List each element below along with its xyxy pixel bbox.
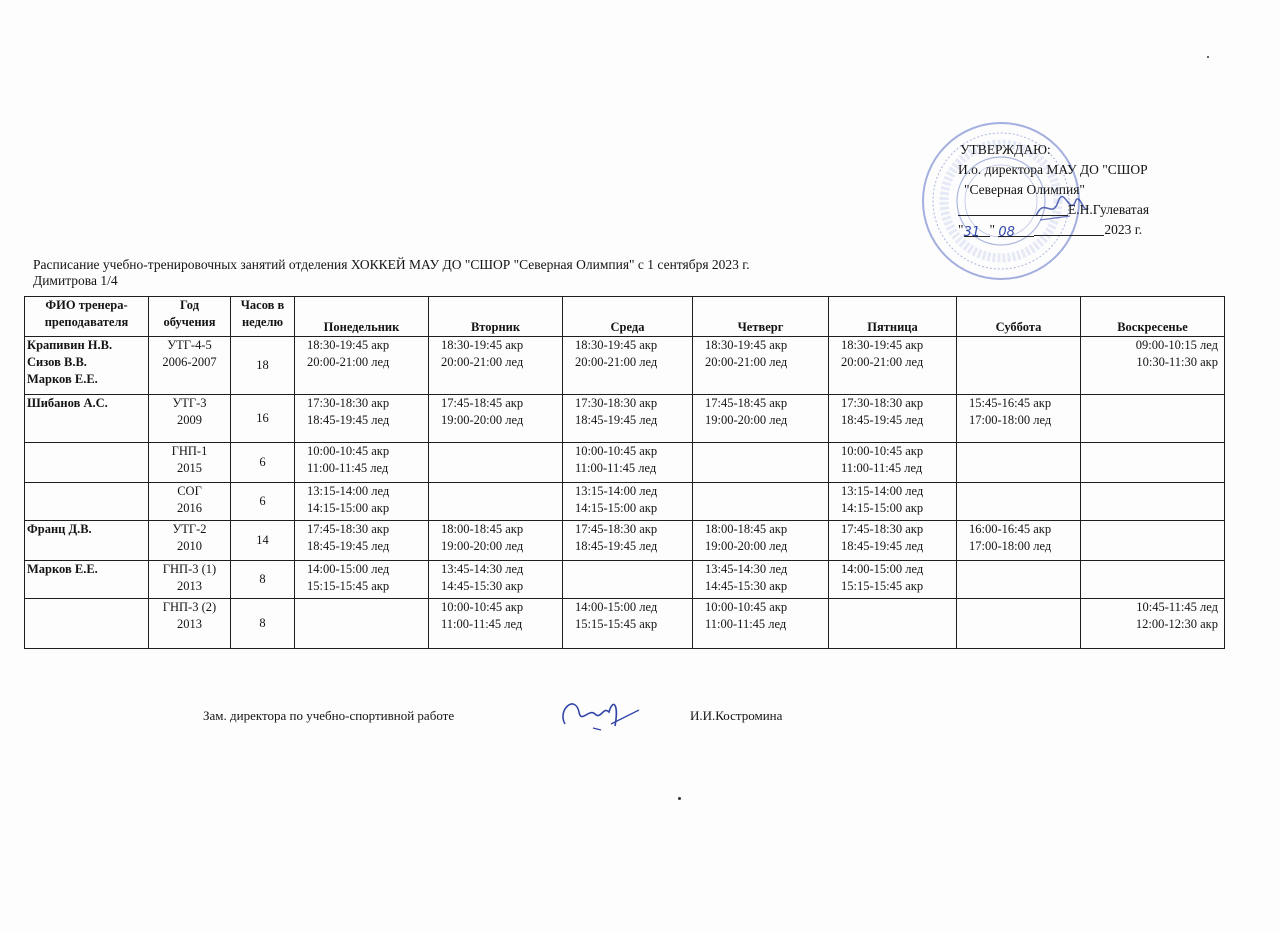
cell-group: ГНП-3 (1) 2013 — [149, 561, 231, 599]
cell-group: ГНП-1 2015 — [149, 443, 231, 483]
cell-monday — [295, 395, 429, 443]
cell-tuesday — [429, 599, 563, 649]
director-name: Е.Н.Гулеватая — [1068, 202, 1150, 217]
scan-speck — [1207, 56, 1209, 58]
table-row — [25, 483, 1225, 521]
cell-saturday — [957, 599, 1081, 649]
time-slot: 11:00-11:45 лед — [307, 461, 389, 475]
time-slot: 20:00-21:00 лед — [841, 355, 924, 369]
time-slot: 20:00-21:00 лед — [575, 355, 658, 369]
cell-coach: Марков Е.Е. — [25, 561, 149, 599]
cell-tuesday — [429, 395, 563, 443]
time-slot: 15:15-15:45 акр — [841, 579, 924, 593]
cell-friday — [829, 599, 957, 649]
cell-coach — [25, 599, 149, 649]
approval-organization: "Северная Олимпия" — [964, 182, 1085, 197]
cell-tuesday — [429, 561, 563, 599]
time-slot: 14:15-15:00 акр — [841, 501, 924, 515]
cell-sunday — [1081, 483, 1225, 521]
header-wednesday: Среда — [563, 297, 693, 337]
cell-friday — [829, 521, 957, 561]
time-slot: 19:00-20:00 лед — [705, 539, 788, 553]
cell-tuesday — [429, 521, 563, 561]
time-slot: 09:00-10:15 лед — [1135, 338, 1218, 352]
schedule-title: Расписание учебно-тренировочных занятий отделения ХОККЕЙ МАУ ДО "СШОР "Северная Олимпия" с 1 сентября 2023 г. — [33, 257, 750, 272]
time-slot: 13:15-14:00 лед — [841, 484, 924, 498]
time-slot: 17:45-18:30 акр — [841, 522, 924, 536]
cell-group: УТГ-4-5 2006-2007 — [149, 337, 231, 395]
time-slot: 10:00-10:45 акр — [575, 444, 658, 458]
cell-hours: 16 — [231, 395, 295, 443]
cell-hours: 14 — [231, 521, 295, 561]
time-slot: 15:45-16:45 акр — [969, 396, 1052, 410]
cell-hours: 8 — [231, 561, 295, 599]
cell-sunday — [1081, 599, 1225, 649]
time-slot: 18:30-19:45 акр — [441, 338, 524, 352]
time-slot: 10:00-10:45 акр — [307, 444, 390, 458]
cell-wednesday — [563, 599, 693, 649]
cell-friday — [829, 483, 957, 521]
time-slot: 16:00-16:45 акр — [969, 522, 1052, 536]
cell-coach: Франц Д.В. — [25, 521, 149, 561]
header-saturday: Суббота — [957, 297, 1081, 337]
time-slot: 19:00-20:00 лед — [441, 539, 524, 553]
schedule-location: Димитрова 1/4 — [33, 273, 118, 288]
time-slot: 14:15-15:00 акр — [575, 501, 658, 515]
cell-thursday — [693, 561, 829, 599]
header-thursday: Четверг — [693, 297, 829, 337]
cell-sunday — [1081, 561, 1225, 599]
approval-signature-line — [958, 200, 1149, 220]
cell-monday — [295, 561, 429, 599]
cell-wednesday — [563, 483, 693, 521]
time-slot: 20:00-21:00 лед — [705, 355, 788, 369]
header-sunday: Воскресенье — [1081, 297, 1225, 337]
header-hours: Часов в неделю — [231, 297, 295, 337]
time-slot: 11:00-11:45 лед — [441, 617, 523, 631]
cell-thursday — [693, 599, 829, 649]
table-row — [25, 599, 1225, 649]
cell-monday — [295, 483, 429, 521]
cell-tuesday — [429, 337, 563, 395]
table-row — [25, 337, 1225, 395]
header-year: Год обучения — [149, 297, 231, 337]
time-slot: 18:30-19:45 акр — [841, 338, 924, 352]
cell-hours: 8 — [231, 599, 295, 649]
time-slot: 12:00-12:30 акр — [1135, 617, 1218, 631]
cell-thursday — [693, 337, 829, 395]
time-slot: 18:45-19:45 лед — [307, 413, 390, 427]
cell-monday — [295, 599, 429, 649]
cell-sunday — [1081, 395, 1225, 443]
approval-day: 31 — [963, 225, 981, 240]
cell-monday — [295, 337, 429, 395]
time-slot: 13:15-14:00 лед — [575, 484, 658, 498]
time-slot: 18:45-19:45 лед — [841, 413, 924, 427]
cell-saturday — [957, 395, 1081, 443]
time-slot: 18:30-19:45 акр — [307, 338, 390, 352]
time-slot: 17:30-18:30 акр — [841, 396, 924, 410]
cell-group: ГНП-3 (2) 2013 — [149, 599, 231, 649]
approval-position: И.о. директора МАУ ДО "СШОР — [958, 162, 1148, 177]
cell-saturday — [957, 337, 1081, 395]
time-slot: 18:30-19:45 акр — [575, 338, 658, 352]
schedule-table — [24, 296, 1225, 649]
time-slot: 18:45-19:45 лед — [841, 539, 924, 553]
cell-coach: Шибанов А.С. — [25, 395, 149, 443]
cell-sunday — [1081, 521, 1225, 561]
schedule-body — [25, 337, 1225, 649]
approval-date-line: "31 " 08 2023 г. — [958, 222, 1143, 240]
cell-monday — [295, 443, 429, 483]
header-monday: Понедельник — [295, 297, 429, 337]
cell-coach — [25, 483, 149, 521]
cell-tuesday — [429, 483, 563, 521]
cell-wednesday — [563, 521, 693, 561]
time-slot: 14:00-15:00 лед — [841, 562, 924, 576]
time-slot: 17:45-18:30 акр — [307, 522, 390, 536]
time-slot: 10:00-10:45 акр — [705, 600, 788, 614]
time-slot: 17:45-18:30 акр — [575, 522, 658, 536]
time-slot: 19:00-20:00 лед — [441, 413, 524, 427]
cell-hours: 18 — [231, 337, 295, 395]
cell-friday — [829, 395, 957, 443]
cell-thursday — [693, 395, 829, 443]
approval-year: 2023 г. — [1104, 222, 1143, 237]
header-tuesday: Вторник — [429, 297, 563, 337]
approval-title: УТВЕРЖДАЮ: — [960, 142, 1051, 157]
time-slot: 11:00-11:45 лед — [841, 461, 923, 475]
time-slot: 17:30-18:30 акр — [307, 396, 390, 410]
time-slot: 17:00-18:00 лед — [969, 539, 1052, 553]
cell-monday — [295, 521, 429, 561]
cell-group: СОГ 2016 — [149, 483, 231, 521]
time-slot: 18:45-19:45 лед — [575, 539, 658, 553]
cell-sunday — [1081, 443, 1225, 483]
time-slot: 18:45-19:45 лед — [575, 413, 658, 427]
time-slot: 14:00-15:00 лед — [307, 562, 390, 576]
time-slot: 18:30-19:45 акр — [705, 338, 788, 352]
cell-saturday — [957, 561, 1081, 599]
cell-coach: Крапивин Н.В. Сизов В.В. Марков Е.Е. — [25, 337, 149, 395]
time-slot: 11:00-11:45 лед — [705, 617, 787, 631]
time-slot: 13:45-14:30 лед — [705, 562, 788, 576]
time-slot: 17:45-18:45 акр — [441, 396, 524, 410]
time-slot: 13:15-14:00 лед — [307, 484, 390, 498]
scan-speck — [678, 797, 681, 800]
table-row — [25, 561, 1225, 599]
time-slot: 11:00-11:45 лед — [575, 461, 657, 475]
cell-thursday — [693, 483, 829, 521]
time-slot: 14:15-15:00 акр — [307, 501, 390, 515]
time-slot: 18:00-18:45 акр — [441, 522, 524, 536]
cell-hours: 6 — [231, 443, 295, 483]
deputy-signature — [553, 690, 643, 740]
footer-name: И.И.Костромина — [690, 708, 783, 723]
cell-thursday — [693, 521, 829, 561]
time-slot: 10:45-11:45 лед — [1136, 600, 1218, 614]
signature-blank — [958, 201, 1068, 216]
time-slot: 19:00-20:00 лед — [705, 413, 788, 427]
time-slot: 15:15-15:45 акр — [307, 579, 390, 593]
time-slot: 17:00-18:00 лед — [969, 413, 1052, 427]
time-slot: 10:00-10:45 акр — [841, 444, 924, 458]
cell-saturday — [957, 521, 1081, 561]
cell-wednesday — [563, 337, 693, 395]
table-row — [25, 443, 1225, 483]
time-slot: 10:00-10:45 акр — [441, 600, 524, 614]
time-slot: 14:45-15:30 акр — [441, 579, 524, 593]
cell-wednesday — [563, 443, 693, 483]
time-slot: 20:00-21:00 лед — [441, 355, 524, 369]
cell-wednesday — [563, 561, 693, 599]
cell-hours: 6 — [231, 483, 295, 521]
header-row — [25, 297, 1225, 337]
time-slot: 13:45-14:30 лед — [441, 562, 524, 576]
cell-friday — [829, 443, 957, 483]
cell-saturday — [957, 443, 1081, 483]
cell-sunday — [1081, 337, 1225, 395]
time-slot: 17:45-18:45 акр — [705, 396, 788, 410]
cell-friday — [829, 561, 957, 599]
table-row — [25, 521, 1225, 561]
cell-friday — [829, 337, 957, 395]
time-slot: 17:30-18:30 акр — [575, 396, 658, 410]
table-row — [25, 395, 1225, 443]
header-friday: Пятница — [829, 297, 957, 337]
approval-block — [958, 140, 1149, 240]
time-slot: 14:45-15:30 акр — [705, 579, 788, 593]
time-slot: 10:30-11:30 акр — [1136, 355, 1218, 369]
time-slot: 15:15-15:45 акр — [575, 617, 658, 631]
schedule-caption — [33, 257, 750, 289]
cell-wednesday — [563, 395, 693, 443]
header-coach: ФИО тренера- преподавателя — [25, 297, 149, 337]
cell-tuesday — [429, 443, 563, 483]
cell-group: УТГ-3 2009 — [149, 395, 231, 443]
cell-saturday — [957, 483, 1081, 521]
time-slot: 18:00-18:45 акр — [705, 522, 788, 536]
footer-role: Зам. директора по учебно-спортивной работе — [203, 708, 455, 723]
cell-coach — [25, 443, 149, 483]
time-slot: 18:45-19:45 лед — [307, 539, 390, 553]
approval-month: 08 — [998, 225, 1015, 240]
cell-thursday — [693, 443, 829, 483]
cell-group: УТГ-2 2010 — [149, 521, 231, 561]
time-slot: 20:00-21:00 лед — [307, 355, 390, 369]
time-slot: 14:00-15:00 лед — [575, 600, 658, 614]
